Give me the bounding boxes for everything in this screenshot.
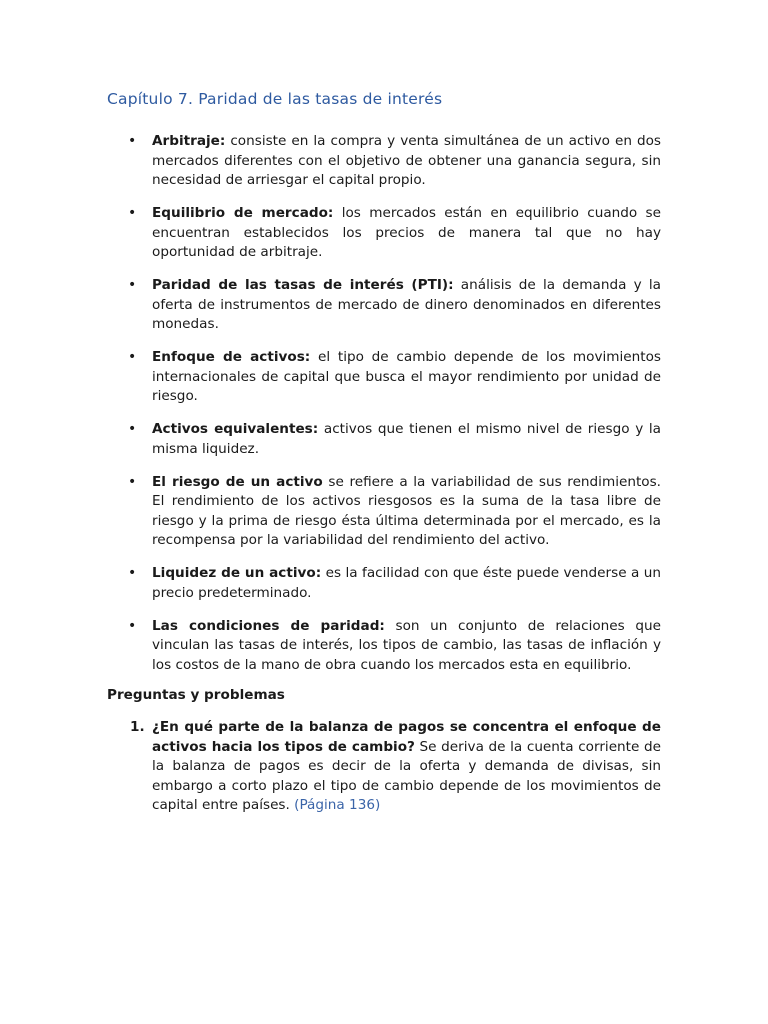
bullet-icon: • [128,349,137,365]
definition-term: El riesgo de un activo [152,473,323,490]
bullet-icon: • [128,133,137,149]
question-list [0,718,768,816]
bullet-icon: • [128,473,137,490]
question-text: ¿En qué parte de la balanza de pagos se concentra el enfoque de activos hacia los tipos de cambio? [152,719,661,755]
bullet-icon: • [128,277,137,293]
definition-term: Arbitraje: [152,133,226,149]
definition-text: activos que tienen el mismo nivel de riesgo y la misma liquidez. [152,421,661,457]
definition-text: es la facilidad con que éste puede venderse a un precio predeterminado. [152,565,662,601]
bullet-icon: • [128,565,137,581]
definition-item [0,132,661,191]
definition-term: Activos equivalentes: [152,421,319,437]
definition-item [0,204,661,263]
definition-text: se refiere a la variabilidad de sus rendimientos. El rendimiento de los activos riesgosos es la suma de la tasa libre de riesgo y la prima de riesgo ésta última determinada por el mercado, es la recompensa por la variabilidad del rendimiento del activo. [152,473,662,548]
definition-text: el tipo de cambio depende de los movimientos internacionales de capital que busca el mayor rendimiento por unidad de riesgo. [152,349,661,404]
definition-item [0,348,661,407]
definition-item [0,564,661,603]
definition-text: son un conjunto de relaciones que vinculan las tasas de interés, los tipos de cambio, las tasas de inflación y los costos de la mano de obra cuando los mercados esta en equilibrio. [152,617,661,673]
definition-item [0,420,661,459]
bullet-icon: • [128,421,137,437]
section-heading: Preguntas y problemas [107,687,285,703]
chapter-title: Capítulo 7. Paridad de las tasas de interés [107,90,443,108]
definition-item [0,473,661,551]
question-item [0,718,661,816]
definition-term: Las condiciones de paridad: [152,617,385,634]
definition-term: Paridad de las tasas de interés (PTI): [152,277,454,293]
definition-text: consiste en la compra y venta simultánea de un activo en dos mercados diferentes con el objetivo de obtener una ganancia segura, sin necesidad de arriesgar el capital propio. [152,133,661,188]
definition-text: los mercados están en equilibrio cuando se encuentran establecidos los precios de manera tal que no hay oportunidad de arbitraje. [152,205,661,260]
definition-text: análisis de la demanda y la oferta de instrumentos de mercado de dinero denominados en diferentes monedas. [152,277,661,332]
bullet-icon: • [128,617,137,634]
question-number: 1. [130,719,145,735]
definition-term: Enfoque de activos: [152,349,311,365]
answer-text: Se deriva de la cuenta corriente de la balanza de pagos es decir de la oferta y demanda de divisas, sin embargo a corto plazo el tipo de cambio depende de los movimientos de capital entre países. [152,738,661,813]
definition-item [0,617,661,676]
page-reference-link[interactable]: (Página 136) [289,797,381,813]
definition-list [0,132,768,689]
bullet-icon: • [128,205,137,221]
definition-item [0,276,661,335]
definition-term: Liquidez de un activo: [152,565,322,581]
definition-term: Equilibrio de mercado: [152,205,334,221]
